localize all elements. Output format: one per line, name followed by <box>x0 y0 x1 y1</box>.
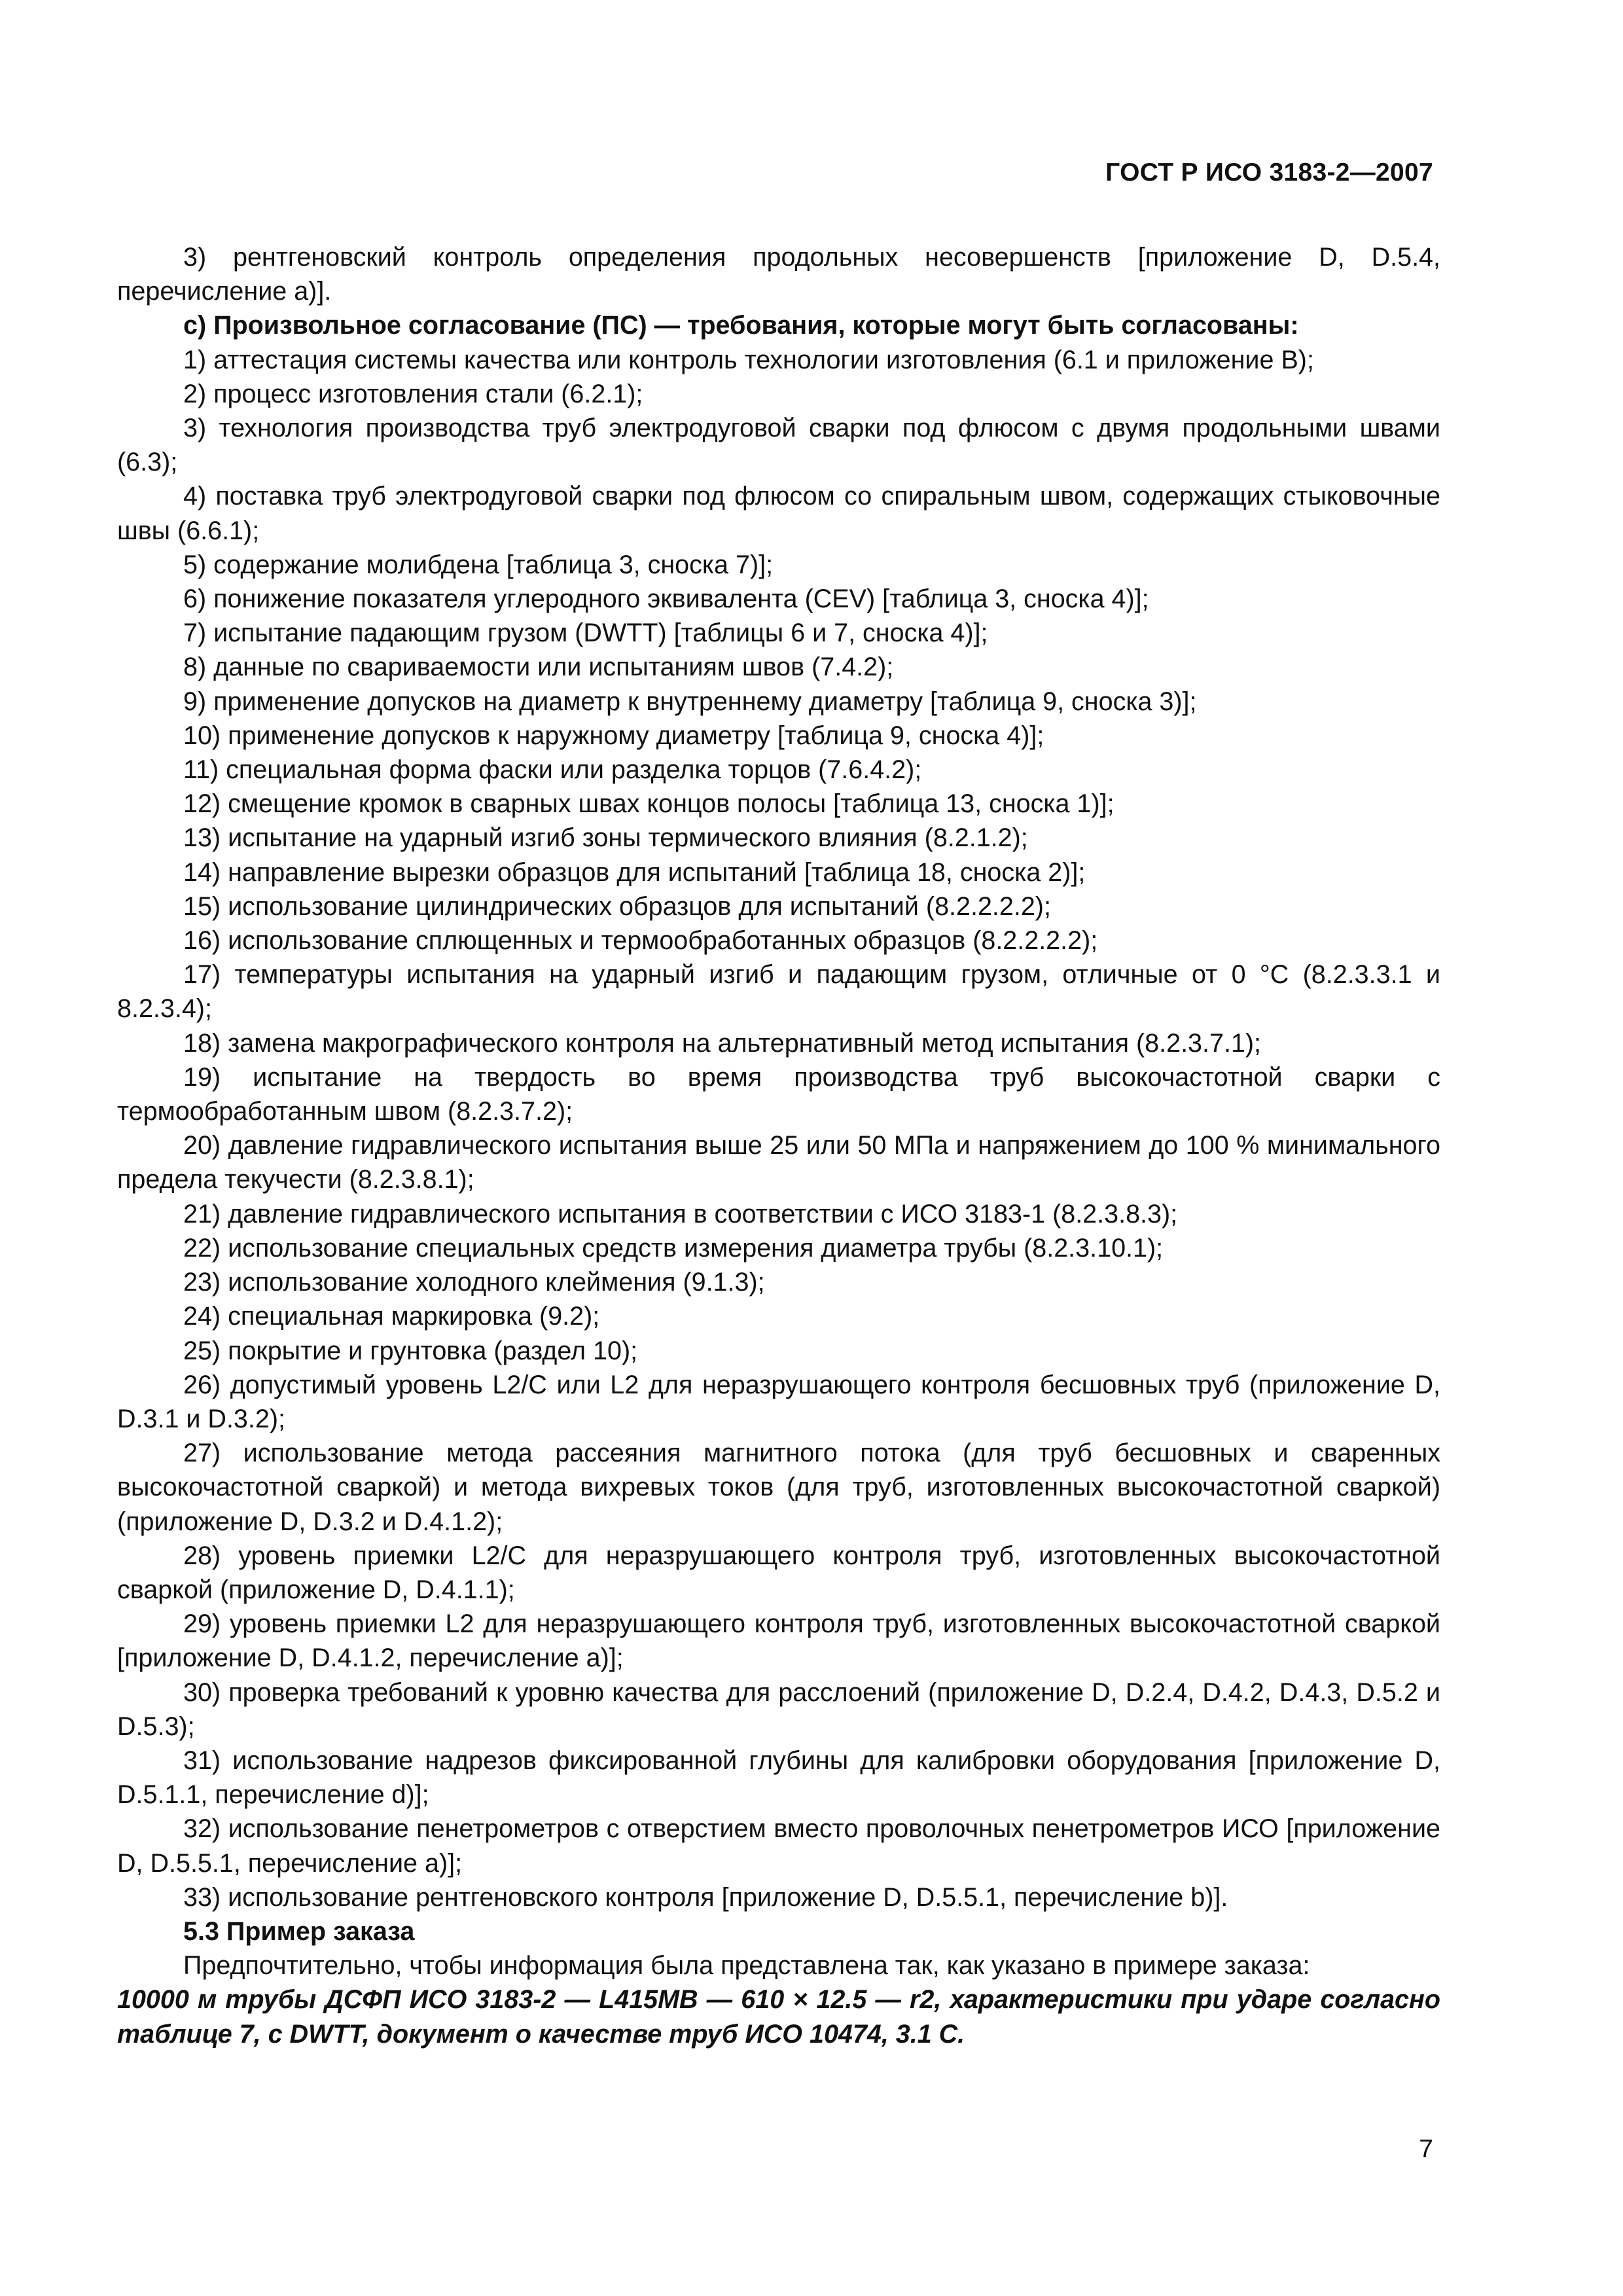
list-item: 25) покрытие и грунтовка (раздел 10); <box>183 1336 638 1365</box>
list-item: 6) понижение показателя углеродного эквивалента (CEV) [таблица 3, сноска 4)]; <box>183 584 1149 614</box>
list-item: 18) замена макрографического контроля на альтернативный метод испытания (8.2.3.7.1); <box>183 1028 1262 1058</box>
list-item: 15) использование цилиндрических образцов для испытаний (8.2.2.2.2); <box>183 891 1051 921</box>
list-item: 4) поставка труб электродуговой сварки под флюсом со спиральным швом, содержащих стыковочные швы (6.6.1); <box>117 482 1440 545</box>
list-item: 32) использование пенетрометров с отверстием вместо проволочных пенетрометров ИСО [приложение D, D.5.5.1, перечисление a)]; <box>117 1814 1440 1878</box>
order-example: 10000 м трубы ДСФП ИСО 3183-2 — L415MB — 610 × 12.5 — r2, характеристики при ударе согласно таблице 7, с DWTT, документ о качестве труб ИСО 10474, 3.1 C. <box>117 1985 1440 2049</box>
list-item: 33) использование рентгеновского контроля [приложение D, D.5.5.1, перечисление b)]. <box>183 1882 1228 1912</box>
list-item: 28) уровень приемки L2/C для неразрушающего контроля труб, изготовленных высокочастотной сваркой (приложение D, D.4.1.1); <box>117 1541 1440 1604</box>
list-item: 10) применение допусков к наружному диаметру [таблица 9, сноска 4)]; <box>183 721 1044 750</box>
list-item: 17) температуры испытания на ударный изгиб и падающим грузом, отличные от 0 °C (8.2.3.3.1 и 8.2.3.4); <box>117 960 1440 1024</box>
list-item: 22) использование специальных средств измерения диаметра трубы (8.2.3.10.1); <box>183 1233 1164 1263</box>
list-item: 23) использование холодного клеймения (9.1.3); <box>183 1268 765 1297</box>
page-number: 7 <box>1419 2135 1433 2163</box>
list-item: 26) допустимый уровень L2/C или L2 для неразрушающего контроля бесшовных труб (приложение D, D.3.1 и D.3.2); <box>117 1370 1440 1433</box>
subsection-heading: с) Произвольное согласование (ПС) — требования, которые могут быть согласованы: <box>183 311 1299 340</box>
list-item: 20) давление гидравлического испытания выше 25 или 50 МПа и напряжением до 100 % минимального предела текучести (8.2.3.8.1); <box>117 1131 1440 1194</box>
page-content <box>117 240 1440 2051</box>
list-item: 31) использование надрезов фиксированной глубины для калибровки оборудования [приложение D, D.5.1.1, перечисление d)]; <box>117 1746 1440 1810</box>
section-intro: Предпочтительно, чтобы информация была представлена так, как указано в примере заказа: <box>183 1951 1310 1981</box>
list-item: 13) испытание на ударный изгиб зоны термического влияния (8.2.1.2); <box>183 823 1028 853</box>
list-item: 21) давление гидравлического испытания в соответствии с ИСО 3183-1 (8.2.3.8.3); <box>183 1199 1178 1229</box>
list-item: 12) смещение кромок в сварных швах концов полосы [таблица 13, сноска 1)]; <box>183 789 1115 819</box>
document-code-header: ГОСТ Р ИСО 3183-2—2007 <box>1105 158 1433 187</box>
list-item: 29) уровень приемки L2 для неразрушающего контроля труб, изготовленных высокочастотной сваркой [приложение D, D.4.1.2, перечисление a)]; <box>117 1609 1440 1673</box>
list-item: 19) испытание на твердость во время производства труб высокочастотной сварки с термообработанным швом (8.2.3.7.2); <box>117 1062 1440 1126</box>
list-item: 14) направление вырезки образцов для испытаний [таблица 18, сноска 2)]; <box>183 857 1086 887</box>
list-item: 7) испытание падающим грузом (DWTT) [таблицы 6 и 7, сноска 4)]; <box>183 619 988 648</box>
list-item: 30) проверка требований к уровню качества для расслоений (приложение D, D.2.4, D.4.2, D.4.3, D.5.2 и D.5.3); <box>117 1677 1440 1741</box>
list-item: 8) данные по свариваемости или испытаниям швов (7.4.2); <box>183 653 894 682</box>
list-item: 27) использование метода рассеяния магнитного потока (для труб бесшовных и сваренных высокочастотной сваркой) и метода вихревых токов (для труб, изготовленных высокочастотной сваркой) (приложение D, D.3.2 и D.4.1.2); <box>117 1439 1440 1536</box>
list-item: 5) содержание молибдена [таблица 3, сноска 7)]; <box>183 550 774 579</box>
list-item: 24) специальная маркировка (9.2); <box>183 1302 600 1331</box>
list-item: 16) использование сплющенных и термообработанных образцов (8.2.2.2.2); <box>183 926 1098 956</box>
list-item: 3) технология производства труб электродуговой сварки под флюсом с двумя продольными швами (6.3); <box>117 414 1440 477</box>
list-item: 3) рентгеновский контроль определения продольных несовершенств [приложение D, D.5.4, перечисление a)]. <box>117 243 1440 306</box>
list-item: 11) специальная форма фаски или разделка торцов (7.6.4.2); <box>183 755 922 785</box>
list-item: 2) процесс изготовления стали (6.2.1); <box>183 379 643 408</box>
section-heading: 5.3 Пример заказа <box>183 1916 415 1946</box>
list-item: 1) аттестация системы качества или контроль технологии изготовления (6.1 и приложение B); <box>183 345 1314 374</box>
list-item: 9) применение допусков на диаметр к внутреннему диаметру [таблица 9, сноска 3)]; <box>183 687 1197 716</box>
